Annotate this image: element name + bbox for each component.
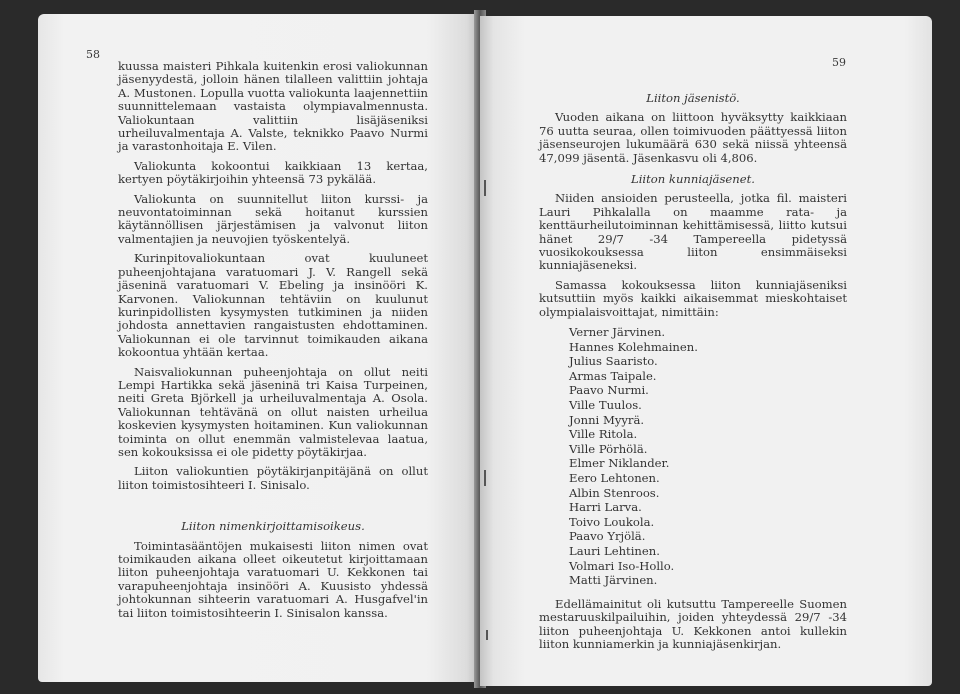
paragraph: Kurinpitovaliokuntaan ovat kuuluneet puheenjohtajana varatuomari J. V. Rangell sekä jäseninä varatuomari V. Ebeling ja insinööri K. Karvonen. Valiokunnan tehtäviin on kuulunut kurinpidollisten kysymysten tutkiminen ja niiden johdosta annettavien rangaistusten ehdottaminen. Valiokunnan ei ole tarvinnut toimikauden aikana kokoontua yhtään kertaa. [118,251,428,360]
list-item: Eero Lehtonen. [569,471,660,486]
list-item: Armas Taipale. [569,368,657,383]
left-page-number: 58 [86,48,100,61]
paragraph: Valiokunta on suunnitellut liiton kurssi- ja neuvontatoiminnan sekä hoitanut kurssien käytännöllisen järjestämisen ja valvonut liiton valmentajien ja neuvojien työskentelyä. [118,191,428,246]
paragraph: Toimintasääntöjen mukaisesti liiton nimen ovat toimikauden aikana olleet oikeutetut kirjoittamaan liiton puheenjohtaja varatuomari U. Kekkonen tai varapuheenjohtaja insinööri A. Kuusisto yhdessä johtokunnan sihteerin varatuomari A. Husgafvel'in tai liiton toimistosihteerin I. Sinisalon kanssa. [118,538,428,620]
paragraph: Valiokunta kokoontui kaikkiaan 13 kertaa, kertyen pöytäkirjoihin yhteensä 73 pykälää. [118,158,428,187]
list-item: Albin Stenroos. [569,485,660,500]
list-item: Harri Larva. [569,500,642,515]
paragraph: Vuoden aikana on liittoon hyväksytty kaikkiaan 76 uutta seuraa, ollen toimivuoden päättyessä liiton jäsenseurojen lukumäärä 630 sekä niissä yhteensä 47,099 jäsentä. Jäsenkasvu oli 4,806. [539,110,847,165]
list-item: Jonni Myyrä. [569,412,645,427]
paragraph: Samassa kokouksessa liiton kunniajäseniksi kutsuttiin myös kaikki aikaisemmat mieskohtaiset olympialaisvoittajat, nimittäin: [539,277,847,319]
honorary-members-list [569,325,847,588]
right-page-number: 59 [832,56,846,69]
list-item: Toivo Loukola. [569,514,655,529]
list-item: Verner Järvinen. [569,325,666,340]
section-heading: Liiton nimenkirjoittamisoikeus. [181,519,365,534]
list-item: Ville Tuulos. [569,398,642,413]
list-item: Ville Pörhölä. [569,441,648,456]
paragraph: Liiton valiokuntien pöytäkirjanpitäjänä on ollut liiton toimistosihteeri I. Sinisalo. [118,464,428,492]
left-page-text [118,60,428,626]
list-item: Matti Järvinen. [569,573,658,588]
binding-mark [484,180,486,196]
section-heading: Liiton jäsenistö. [646,91,740,105]
list-item: Lauri Lehtinen. [569,544,660,558]
list-item: Elmer Niklander. [569,456,670,471]
paragraph: Naisvaliokunnan puheenjohtaja on ollut neiti Lempi Hartikka sekä jäseninä tri Kaisa Turpeinen, neiti Greta Björkell ja urheiluvalmentaja A. Osola. Valiokunnan tehtävänä on ollut naisten urheilua koskevien kysymysten hoitaminen. Kun valiokunnan toiminta on ollut enemmän valmistelevaa laatua, sen kokouksissa ei ole pidetty pöytäkirjaa. [118,364,428,459]
paragraph: Edellämainitut oli kutsuttu Tampereelle Suomen mestaruuskilpailuihin, joiden yhteydessä 29/7 -34 liiton puheenjohtaja U. Kekkonen antoi kullekin liiton kunniamerkin ja kunniajäsenkirjan. [539,596,847,651]
binding-mark [484,470,486,486]
paragraph: kuussa maisteri Pihkala kuitenkin erosi valiokunnan jäsenyydestä, jolloin hänen tilalleen valittiin johtaja A. Mustonen. Lopulla vuotta valiokunta laajennettiin suunnittelemaan vastaista olympiavalmennusta. Valiokuntaan valittiin lisäjäseniksi urheiluvalmentaja A. Valste, teknikko Paavo Nurmi ja varastonhoitaja E. Vilen. [118,59,428,154]
list-item: Ville Ritola. [569,427,638,442]
list-item: Volmari Iso-Hollo. [569,558,675,573]
list-item: Paavo Yrjölä. [569,529,646,544]
section-heading: Liiton kunniajäsenet. [631,172,755,187]
list-item: Julius Saaristo. [569,354,658,369]
paragraph: Niiden ansioiden perusteella, jotka fil. maisteri Lauri Pihkalalla on maamme rata- ja kenttäurheilutoiminnan kehittämisessä, liitto kutsui hänet 29/7 -34 Tampereella pidetyssä vuosikokouksessa liiton ensimmäiseksi kunniajäseneksi. [539,191,847,273]
list-item: Paavo Nurmi. [569,383,649,398]
right-page-text [539,84,847,657]
list-item: Hannes Kolehmainen. [569,339,698,354]
binding-mark [486,630,488,640]
